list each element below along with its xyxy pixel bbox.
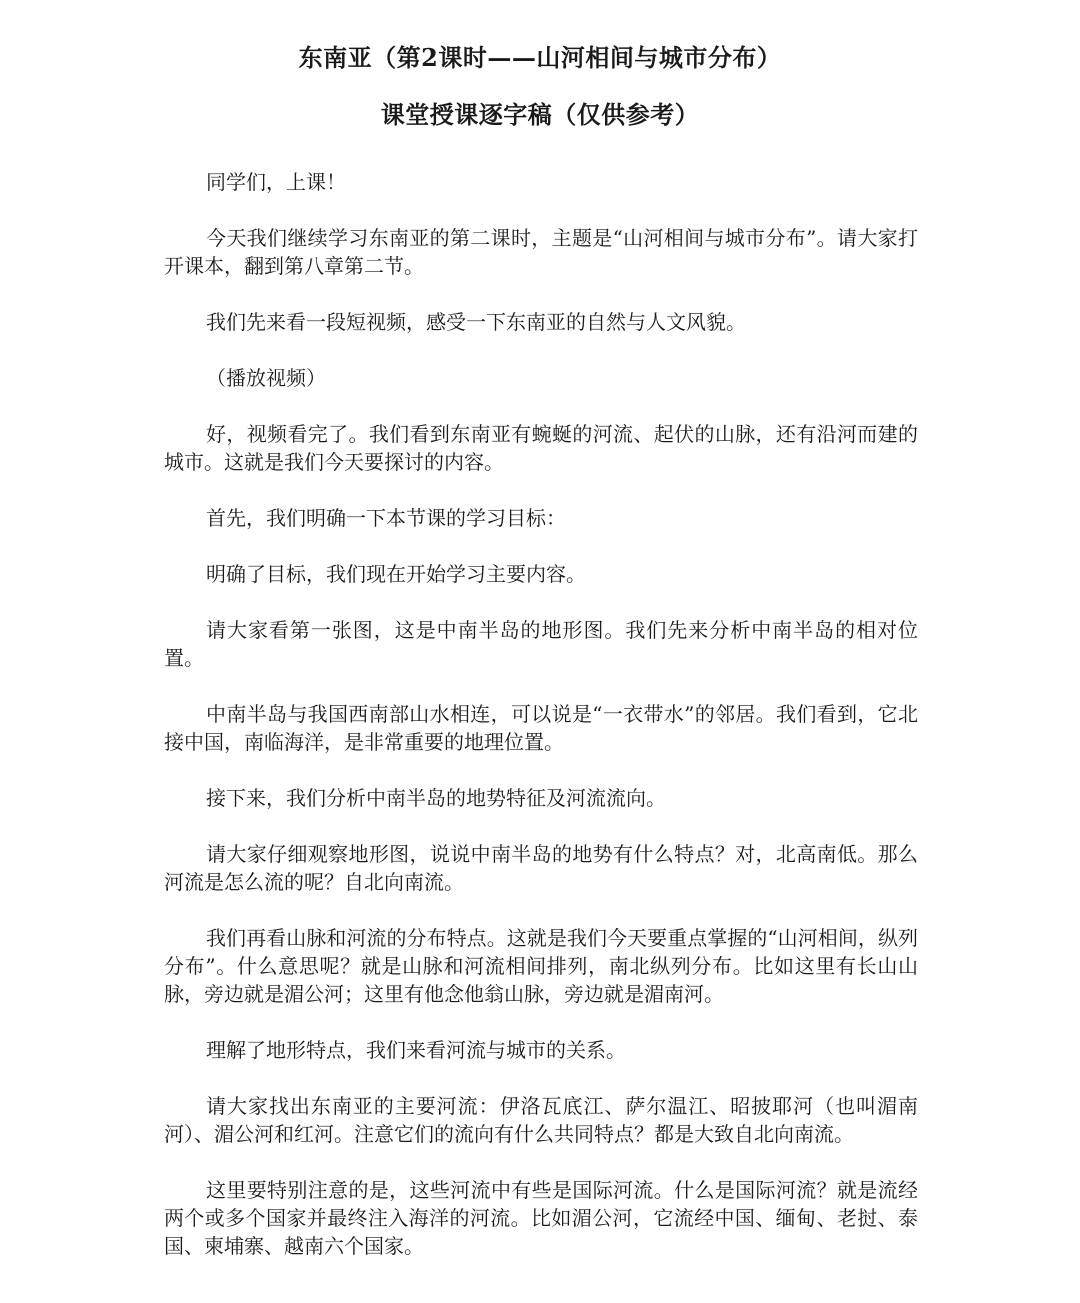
paragraph: 同学们，上课！: [206, 170, 346, 194]
paragraph: （播放视频）: [206, 366, 326, 390]
paragraph: 请大家仔细观察地形图，说说中南半岛的地势有什么特点？对，北高南低。那么河流是怎么流的呢？自北向南流。: [164, 842, 918, 894]
paragraph: 这里要特别注意的是，这些河流中有些是国际河流。什么是国际河流？就是流经两个或多个国家并最终注入海洋的河流。比如湄公河，它流经中国、缅甸、老挝、泰国、柬埔寨、越南六个国家。: [164, 1178, 918, 1258]
paragraph: 好，视频看完了。我们看到东南亚有蜿蜒的河流、起伏的山脉，还有沿河而建的城市。这就是我们今天要探讨的内容。: [164, 422, 918, 474]
document-body: [164, 168, 918, 1288]
paragraph: 接下来，我们分析中南半岛的地势特征及河流流向。: [206, 786, 666, 810]
paragraph: 首先，我们明确一下本节课的学习目标：: [206, 506, 566, 530]
paragraph: 理解了地形特点，我们来看河流与城市的关系。: [206, 1038, 626, 1062]
document-subtitle: 课堂授课逐字稿（仅供参考）: [380, 100, 700, 129]
document-title: 东南亚（第2课时——山河相间与城市分布）: [298, 43, 782, 72]
paragraph: 今天我们继续学习东南亚的第二课时，主题是“山河相间与城市分布”。请大家打开课本，翻到第八章第二节。: [164, 226, 918, 278]
paragraph: 我们再看山脉和河流的分布特点。这就是我们今天要重点掌握的“山河相间，纵列分布”。什么意思呢？就是山脉和河流相间排列，南北纵列分布。比如这里有长山山脉，旁边就是湄公河；这里有他念他翁山脉，旁边就是湄南河。: [164, 926, 918, 1006]
paragraph: 明确了目标，我们现在开始学习主要内容。: [206, 562, 586, 586]
paragraph: 请大家看第一张图，这是中南半岛的地形图。我们先来分析中南半岛的相对位置。: [164, 618, 918, 670]
paragraph: 请大家找出东南亚的主要河流：伊洛瓦底江、萨尔温江、昭披耶河（也叫湄南河）、湄公河和红河。注意它们的流向有什么共同特点？都是大致自北向南流。: [164, 1094, 918, 1146]
paragraph: 中南半岛与我国西南部山水相连，可以说是“一衣带水”的邻居。我们看到，它北接中国，南临海洋，是非常重要的地理位置。: [164, 702, 918, 754]
paragraph: 我们先来看一段短视频，感受一下东南亚的自然与人文风貌。: [206, 310, 746, 334]
